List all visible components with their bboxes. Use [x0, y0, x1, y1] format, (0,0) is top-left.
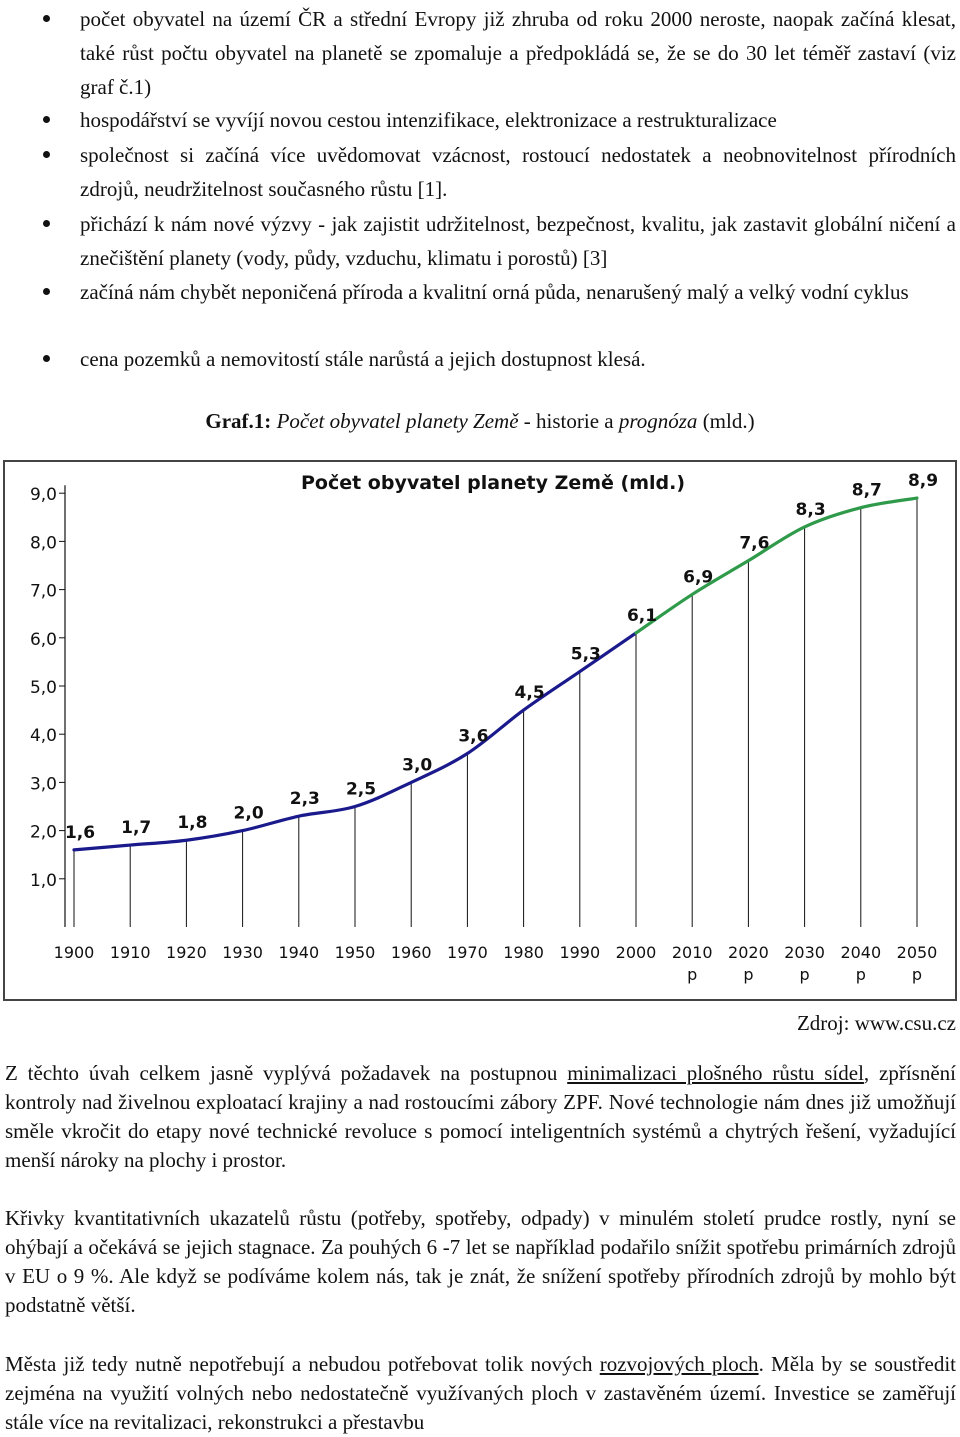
caption-title: Počet obyvatel planety Země	[276, 409, 519, 433]
x-tick-label: 1910	[109, 943, 151, 962]
paragraph-text: Z těchto úvah celkem jasně vyplývá požadavek na postupnou	[5, 1061, 568, 1085]
x-axis	[54, 943, 938, 984]
data-label: 6,1	[626, 605, 658, 626]
x-tick-label: 2050	[896, 943, 938, 962]
x-tick-label: 1990	[559, 943, 601, 962]
x-tick-label: 2000	[615, 943, 657, 962]
y-tick-label: 5,0	[29, 678, 57, 698]
data-label: 8,7	[851, 480, 882, 501]
x-tick-sublabel: p	[911, 965, 923, 984]
y-tick-label: 1,0	[29, 870, 57, 891]
bullet-dot-icon	[43, 288, 50, 295]
data-label: 8,3	[795, 499, 826, 520]
bullet-text: počet obyvatel na území ČR a střední Evropy již zhruba od roku 2000 neroste, naopak začíná klesat, také růst počtu obyvatel na planetě se zpomaluje a předpokládá se, že se do 30 let téměř zastaví (viz graf č.1)	[80, 7, 956, 99]
bullet-text: začíná nám chybět neponičená příroda a kvalitní orná půda, nenarušený malý a velký vodní cyklus	[80, 280, 909, 304]
x-tick-label: 1960	[390, 943, 432, 962]
paragraph-2: Křivky kvantitativních ukazatelů růstu (potřeby, spotřeby, odpady) v minulém století prudce rostly, nyní se ohýbají a očekává se jejich stagnace. Za pouhých 6 -7 let se například podařilo snížit spotřebu primárních zdrojů v EU o 9 %. Ale když se podíváme kolem nás, tak je znát, že snížení spotřeby přírodních zdrojů by mohlo být podstatně větší.	[5, 1206, 956, 1317]
emphasis-link[interactable]: rozvojových ploch	[599, 1352, 759, 1376]
data-label: 7,6	[739, 533, 770, 554]
population-chart	[3, 460, 957, 1001]
data-label: 3,0	[402, 755, 433, 776]
bullet-dot-icon	[43, 151, 50, 158]
bullet-dot-icon	[43, 116, 50, 123]
figure-caption	[0, 404, 960, 438]
bullet-dot-icon	[43, 15, 50, 22]
x-tick-label: 2030	[784, 943, 825, 962]
bullet-dot-icon	[43, 220, 50, 227]
data-label: 4,5	[514, 683, 545, 704]
emphasis-link[interactable]: minimalizaci plošného růstu sídel	[567, 1061, 864, 1085]
caption-label: Graf.1:	[205, 409, 272, 433]
paragraph-text: , zpřísnění kontroly nad živelnou exploatací krajiny a nad rostoucími zábory ZPF. Nové technologie nám dnes již umožňují směle vkročit do etapy nové technické revoluce s pomocí inteligentních systémů a chytrých řešení, vyžadující menší nároky na plochy i prostor.	[5, 1061, 956, 1172]
chart-title: Počet obyvatel planety Země (mld.)	[300, 472, 686, 494]
x-tick-label: 2010	[671, 943, 713, 962]
y-tick-label: 8,0	[29, 533, 57, 554]
bullet-text: hospodářství se vyvíjí novou cestou intenzifikace, elektronizace a restrukturalizace	[80, 108, 777, 132]
bullet-item	[80, 138, 956, 206]
x-tick-label: 1900	[53, 943, 95, 962]
series-line	[636, 498, 917, 633]
data-label: 3,6	[458, 726, 489, 747]
paragraph-1	[5, 1059, 956, 1175]
bullet-text: cena pozemků a nemovitostí stále narůstá a jejich dostupnost klesá.	[80, 347, 646, 371]
y-tick-label: 3,0	[29, 774, 57, 795]
x-tick-label: 1940	[278, 943, 320, 962]
y-tick-label: 4,0	[29, 726, 57, 747]
x-tick-sublabel: p	[799, 965, 810, 984]
bullet-item	[80, 2, 956, 104]
caption-text: - historie a	[518, 409, 619, 433]
x-tick-sublabel: p	[743, 965, 754, 984]
y-tick-label: 7,0	[29, 581, 57, 602]
data-label: 8,9	[907, 471, 939, 492]
x-tick-sublabel: p	[855, 965, 866, 984]
x-tick-label: 1920	[166, 943, 207, 962]
chart-canvas	[5, 462, 955, 999]
x-tick-label: 1970	[447, 943, 488, 962]
caption-forecast: prognóza	[618, 409, 698, 433]
paragraph-3	[5, 1350, 956, 1437]
bullet-item	[80, 275, 956, 309]
y-tick-label: 6,0	[29, 629, 57, 650]
bullet-text: společnost si začíná více uvědomovat vzácnost, rostoucí nedostatek a neobnovitelnost přírodních zdrojů, neudržitelnost současného růstu [1].	[80, 143, 956, 201]
x-tick-label: 1950	[334, 943, 376, 962]
y-tick-label: 9,0	[29, 485, 57, 506]
paragraph-text: Města již tedy nutně nepotřebují a nebudou potřebovat tolik nových	[5, 1352, 600, 1376]
data-label: 6,9	[683, 567, 714, 588]
paragraph-text: . Měla by se soustředit zejména na využití volných nebo nedostatečně využívaných ploch v zastavěném území. Investice se zaměřují stále více na revitalizaci, rekonstrukci a přestavbu	[5, 1352, 956, 1434]
data-label: 2,0	[233, 803, 264, 824]
series-layer	[74, 498, 917, 927]
y-axis	[30, 485, 65, 927]
bullet-text: přichází k nám nové výzvy - jak zajistit udržitelnost, bezpečnost, kvalitu, jak zastavit globální ničení a znečištění planety (vody, půdy, vzduchu, klimatu i porostů) [3]	[80, 212, 956, 270]
data-label: 1,7	[121, 818, 152, 839]
caption-unit: (mld.)	[697, 409, 755, 433]
bullet-item	[80, 103, 956, 137]
data-label: 2,3	[289, 789, 320, 810]
y-tick-label: 2,0	[29, 822, 57, 843]
bullet-item	[80, 342, 956, 376]
x-tick-label: 1930	[222, 943, 263, 962]
data-label: 2,5	[345, 779, 377, 800]
source-note: Zdroj: www.csu.cz	[796, 1011, 956, 1035]
x-tick-sublabel: p	[687, 965, 698, 984]
data-label: 5,3	[570, 644, 601, 665]
x-tick-label: 2020	[728, 943, 769, 962]
bullet-item	[80, 207, 956, 275]
x-tick-label: 2040	[840, 943, 882, 962]
data-label: 1,8	[177, 813, 208, 834]
bullet-dot-icon	[43, 355, 50, 362]
x-tick-label: 1980	[503, 943, 544, 962]
data-label: 1,6	[64, 822, 96, 843]
